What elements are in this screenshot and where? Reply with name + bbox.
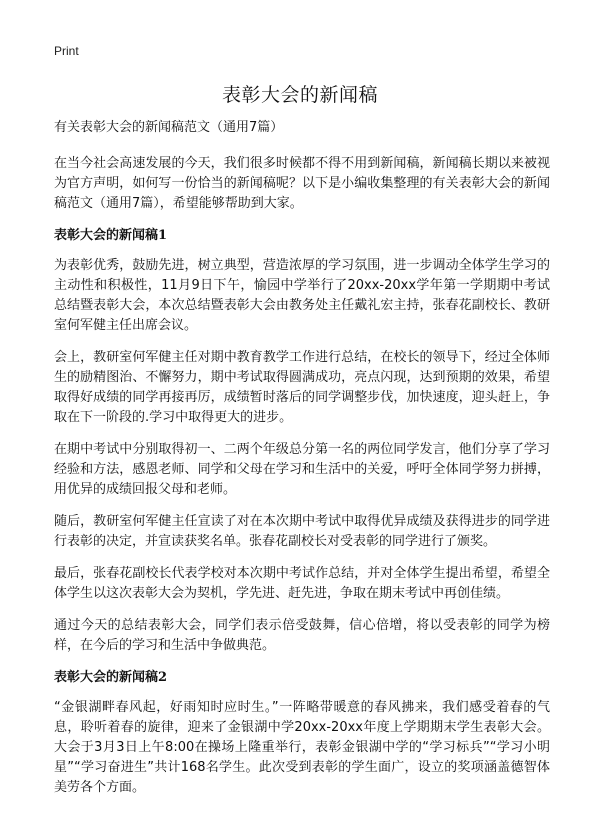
paragraph: 在期中考试中分别取得初一、二两个年级总分第一名的两位同学发言，他们分享了学习经验和方法，感恩老师、同学和父母在学习和生活中的关爱，呼吁全体同学努力拼搏，用优异的成绩回报父母和老师。: [54, 442, 550, 497]
page-title: 表彰大会的新闻稿: [221, 84, 378, 106]
paragraph: 随后，教研室何军健主任宣读了对在本次期中考试中取得优异成绩及获得进步的同学进行表彰的决定，并宣读获奖名单。张春花副校长对受表彰的同学进行了颁奖。: [54, 514, 550, 549]
section-heading: 表彰大会的新闻稿2: [54, 670, 168, 685]
print-link[interactable]: Print: [54, 44, 79, 58]
paragraph: 会上，教研室何军健主任对期中教育教学工作进行总结，在校长的领导下，经过全体师生的励精图治、不懈努力，期中考试取得圆满成功，亮点闪现，达到预期的效果，希望取得好成绩的同学再接再厉，成绩暂时落后的同学调整步伐，加快速度，迎头赶上，争取在下一阶段的.学习中取得更大的进步。: [54, 350, 550, 425]
section-heading: 表彰大会的新闻稿1: [54, 228, 168, 243]
paragraph: 最后，张春花副校长代表学校对本次期中考试作总结，并对全体学生提出希望，希望全体学生以这次表彰大会为契机，学先进、赶先进，争取在期末考试中再创佳绩。: [54, 566, 550, 601]
document-subtitle: 有关表彰大会的新闻稿范文（通用7篇）: [54, 120, 284, 135]
document-body: [54, 118, 550, 810]
intro-paragraph: 在当今社会高速发展的今天，我们很多时候都不得不用到新闻稿，新闻稿长期以来被视为官方声明，如何写一份恰当的新闻稿呢？以下是小编收集整理的有关表彰大会的新闻稿范文（通用7篇），希望能够帮助到大家。: [54, 156, 550, 211]
paragraph: “金银湖畔春风起，好雨知时应时生。”一阵略带暖意的春风拂来，我们感受着春的气息，聆听着春的旋律，迎来了金银湖中学20xx-20xx年度上学期期末学生表彰大会。大会于3月3日上午8:00在操场上隆重举行，表彰金银湖中学的“学习标兵”“学习小明星”“学习奋进生”共计168名学生。此次受到表彰的学生面广，设立的奖项涵盖德智体美劳各个方面。: [54, 700, 550, 795]
paragraph: 通过今天的总结表彰大会，同学们表示倍受鼓舞，信心倍增，将以受表彰的同学为榜样，在今后的学习和生活中争做典范。: [54, 618, 550, 653]
paragraph: 为表彰优秀，鼓励先进，树立典型，营造浓厚的学习氛围，进一步调动全体学生学习的主动性和积极性，11月9日下午，愉园中学举行了20xx-20xx学年第一学期期中考试总结暨表彰大会，本次总结暨表彰大会由教务处主任戴礼宏主持，张春花副校长、教研室何军健主任出席会议。: [54, 258, 550, 333]
